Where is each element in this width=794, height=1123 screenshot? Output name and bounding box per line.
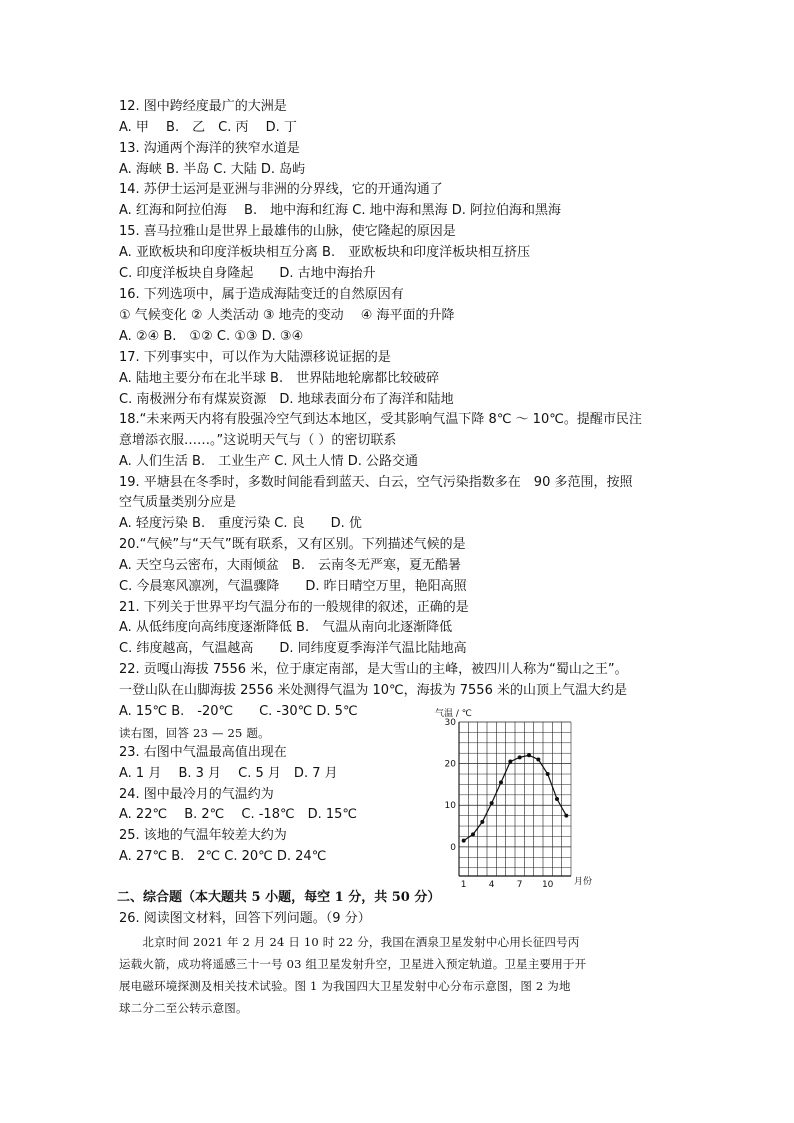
x-tick-label: 4 [488,880,495,890]
data-point [546,772,550,776]
q17-options-cd: C. 南极洲分布有煤炭资源 D. 地球表面分布了海洋和陆地 [119,392,454,407]
q13-options: A. 海峡 B. 半岛 C. 大陆 D. 岛屿 [119,162,306,177]
passage-line-3: 展电磁环境探测及相关技术试验。图 1 为我国四大卫星发射中心分布示意图，图 2 为地 [119,979,571,993]
chart-y-ticks [445,718,457,853]
q17-options-ab: A. 陆地主要分布在北半球 B. 世界陆地轮廓都比较破碎 [119,371,440,386]
chart-grid [459,722,571,876]
data-point [527,753,531,757]
q19-stem-line2: 空气质量类别分应是 [119,495,237,510]
q16-items: ① 气候变化 ② 人类活动 ③ 地壳的变动 ④ 海平面的升降 [119,308,455,323]
x-tick-label: 7 [516,880,523,890]
q24-options: A. 22℃ B. 2℃ C. -18℃ D. 15℃ [119,807,357,822]
passage-line-1: 北京时间 2021 年 2 月 24 日 10 时 22 分，我国在酒泉卫星发射中心用长征四号丙 [119,935,580,949]
q22-stem-line1: 22. 贡嘎山海拔 7556 米，位于康定南部，是大雪山的主峰，被四川人称为“蜀山之王”。 [119,662,628,677]
data-point [555,797,559,801]
q22-stem-line2: 一登山队在山脚海拔 2556 米处测得气温为 10℃，海拔为 7556 米的山顶上气温大约是 [119,683,627,698]
data-point [499,780,503,784]
q16-options: A. ②④ B. ①② C. ①③ D. ③④ [119,329,304,344]
y-tick-label: 20 [444,759,456,770]
q22-options: A. 15℃ B. -20℃ C. -30℃ D. 5℃ [119,704,358,719]
data-point [490,801,494,805]
q18-options: A. 人们生活 B. 工业生产 C. 风土人情 D. 公路交通 [119,454,418,469]
q25-options: A. 27℃ B. 2℃ C. 20℃ D. 24℃ [119,849,327,864]
q25-stem: 25. 该地的气温年较差大约为 [119,828,287,843]
q26-stem: 26. 阅读图文材料，回答下列问题。（9 分） [119,911,371,926]
data-point [536,757,540,761]
q15-stem: 15. 喜马拉雅山是世界上最雄伟的山脉，使它隆起的原因是 [119,224,456,239]
q14-options: A. 红海和阿拉伯海 B. 地中海和红海 C. 地中海和黑海 D. 阿拉伯海和黑海 [119,203,561,218]
x-tick-label: 10 [541,880,554,890]
data-point [564,814,568,818]
section2-heading: 二、综合题（本大题共 5 小题，每空 1 分，共 50 分） [117,890,441,905]
q15-options-ab: A. 亚欧板块和印度洋板块相互分离 B. 亚欧板块和印度洋板块相互挤压 [119,245,531,260]
q12-stem: 12. 图中跨经度最广的大洲是 [119,99,287,114]
x-tick-label: 1 [460,880,467,890]
q19-options: A. 轻度污染 B. 重度污染 C. 良 D. 优 [119,516,362,531]
y-tick-label: 0 [450,842,456,853]
q17-stem: 17. 下列事实中，可以作为大陆漂移说证据的是 [119,350,391,365]
y-tick-label: 10 [444,801,456,812]
read-chart-note: 读右图，回答 23 — 25 题。 [119,726,270,740]
q24-stem: 24. 图中最冷月的气温约为 [119,787,274,802]
q20-options-ab: A. 天空乌云密布，大雨倾盆 B. 云南冬无严寒，夏无酷暑 [119,558,461,573]
q18-stem-line1: 18.“未来两天内将有股强冷空气到达本地区，受其影响气温下降 8℃ ～ 10℃。提醒市民注 [119,412,642,427]
q21-options-ab: A. 从低纬度向高纬度逐渐降低 B. 气温从南向北逐渐降低 [119,620,453,635]
chart-x-ticks [461,880,554,890]
data-point [480,820,484,824]
q14-stem: 14. 苏伊士运河是亚洲与非洲的分界线，它的开通沟通了 [119,182,443,197]
q20-stem: 20.“气候”与“天气”既有联系，又有区别。下列描述气候的是 [119,537,466,552]
q19-stem-line1: 19. 平塘县在冬季时，多数时间能看到蓝天、白云，空气污染指数多在 90 多范围，按照 [119,475,633,490]
passage-line-2: 运载火箭，成功将遥感三十一号 03 组卫星发射升空，卫星进入预定轨道。卫星主要用于开 [119,957,587,971]
q12-options: A. 甲 B. 乙 C. 丙 D. 丁 [119,120,297,135]
data-point [462,839,466,843]
q20-options-cd: C. 今晨寒风凛冽，气温骤降 D. 昨日晴空万里，艳阳高照 [119,579,467,594]
q18-stem-line2: 意增添衣服……。”这说明天气与（ ）的密切联系 [119,433,397,448]
data-point [518,755,522,759]
q13-stem: 13. 沟通两个海洋的狭窄水道是 [119,141,300,156]
q23-stem: 23. 右图中气温最高值出现在 [119,745,287,760]
passage-line-4: 球二分二至公转示意图。 [119,1001,248,1015]
q23-options: A. 1 月 B. 3 月 C. 5 月 D. 7 月 [119,766,338,781]
q21-options-cd: C. 纬度越高，气温越高 D. 同纬度夏季海洋气温比陆地高 [119,641,467,656]
chart-x-axis-label: 月份 [574,877,593,887]
q15-options-cd: C. 印度洋板块自身隆起 D. 古地中海抬升 [119,266,376,281]
q16-stem: 16. 下列选项中，属于造成海陆变迁的自然原因有 [119,287,404,302]
q21-stem: 21. 下列关于世界平均气温分布的一般规律的叙述，正确的是 [119,600,469,615]
y-tick-label: 30 [444,718,456,728]
chart-y-axis-label: 气温 / ℃ [435,709,472,719]
data-point [508,760,512,764]
temperature-chart [435,704,595,890]
data-point [471,832,475,836]
